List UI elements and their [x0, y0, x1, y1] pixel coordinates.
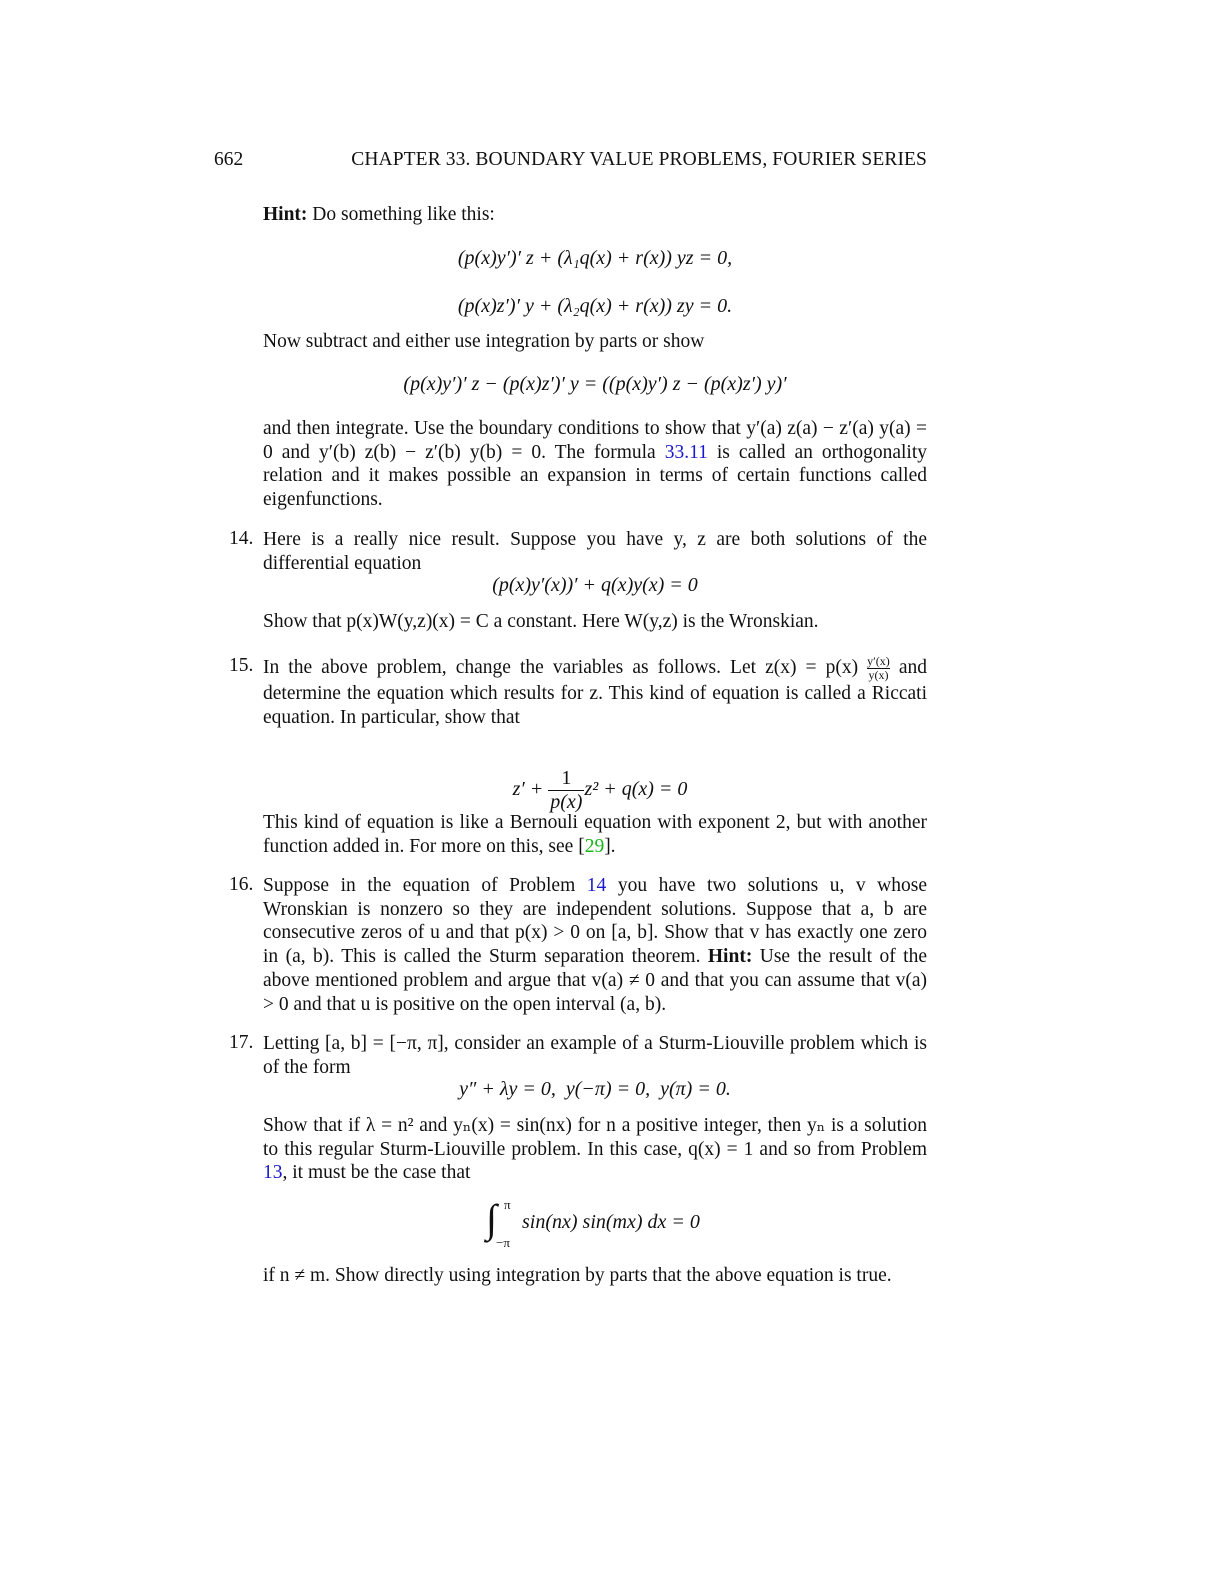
orthogonality-paragraph	[263, 417, 927, 512]
problem-17-text-2b: , it must be the case that	[282, 1162, 471, 1184]
problem-15-text-2a: This kind of equation is like a Bernouli equation with exponent 2, but with another function added in. For more on this, see [	[263, 812, 927, 857]
problem-15-text	[263, 655, 927, 729]
problem-13-ref-link[interactable]: 13	[263, 1162, 283, 1184]
problem-16-text-c: Use the result of the above mentioned problem and argue that v(a) ≠ 0 and that you can assume that v(a) > 0 and that u is positive on the open interval (a, b).	[263, 946, 928, 1015]
riccati-right: z² + q(x) = 0	[584, 778, 688, 801]
problem-14-ref-link[interactable]: 14	[586, 875, 607, 896]
problem-17-text-3: if n ≠ m. Show directly using integration by parts that the above equation is true.	[263, 1265, 892, 1286]
integral-lower-limit: −π	[496, 1235, 510, 1250]
hint-equation-1: (p(x)y′)′ z + (λ₁q(x) + r(x)) yz = 0,	[457, 247, 733, 269]
orthogonality-integral	[486, 1196, 726, 1255]
riccati-equation	[263, 744, 927, 814]
problem-16-text	[263, 874, 927, 1016]
hint-text: Do something like this:	[307, 204, 495, 225]
problem-17-equation: y″ + λy = 0, y(−π) = 0, y(π) = 0.	[459, 1078, 731, 1100]
problem-14-number: 14.	[229, 528, 254, 549]
problem-17-text-2a: Show that if λ = n² and yₙ(x) = sin(nx) for n a positive integer, then yₙ is a solution to this regular Sturm-Liouville problem. In this case, q(x) = 1 and so from Problem	[263, 1115, 927, 1160]
problem-15-text-2b: ].	[604, 835, 616, 857]
problem-16-hint-label: Hint:	[707, 946, 753, 968]
integral-sign: ∫	[486, 1196, 497, 1241]
riccati-fraction	[548, 767, 584, 814]
integral-upper-limit: π	[504, 1197, 511, 1212]
problem-14-text: Here is a really nice result. Suppose you have y, z are both solutions of the differential equation	[263, 529, 927, 574]
orthogonality-text-a: and then integrate. Use the boundary conditions to show that y′(a) z(a) − z′(a) y(a) = 0 and y′(b) z(b) − z′(b) y(b) = 0. The formula	[263, 418, 927, 463]
subtract-text: Now subtract and either use integration by parts or show	[263, 331, 705, 352]
problem-15-text-a: In the above problem, change the variables as follows. Let z(x) = p(x)	[263, 656, 868, 678]
running-head: CHAPTER 33. BOUNDARY VALUE PROBLEMS, FOURIER SERIES	[351, 149, 927, 170]
riccati-left: z′ +	[512, 778, 549, 801]
riccati-fraction-denominator: p(x)	[550, 791, 583, 813]
problem-16-text-a: Suppose in the equation of Problem	[263, 875, 587, 896]
citation-link[interactable]: 29	[584, 835, 605, 857]
hint-intro	[263, 203, 927, 227]
problem-15-fraction-denominator: y(x)	[868, 668, 889, 682]
integrand: sin(nx) sin(mx) dx = 0	[522, 1211, 700, 1233]
problem-16-number: 16.	[229, 874, 254, 895]
problem-17-text: Letting [a, b] = [−π, π], consider an example of a Sturm-Liouville problem which is of the form	[263, 1033, 927, 1078]
problem-15-text-2	[263, 811, 927, 858]
hint-equation-3: (p(x)y′)′ z − (p(x)z′)′ y = ((p(x)y′) z − (p(x)z′) y)′	[403, 373, 787, 395]
riccati-fraction-numerator: 1	[548, 767, 584, 791]
problem-15-number: 15.	[229, 655, 254, 676]
problem-17-text-2	[263, 1114, 927, 1185]
problem-17-number: 17.	[229, 1032, 254, 1053]
problem-16-text-b: you have two solutions u, v whose Wronskian is nonzero so they are independent solutions. Suppose that a, b are consecutive zeros of u and that p(x) > 0 on [a, b]. Show that v has exactly one zero in (a, b). This is called the Sturm separation theorem.	[263, 875, 927, 968]
hint-equation-2: (p(x)z′)′ y + (λ₂q(x) + r(x)) zy = 0.	[457, 295, 733, 317]
problem-15-fraction	[867, 655, 890, 682]
problem-14-equation: (p(x)y′(x))′ + q(x)y(x) = 0	[492, 574, 698, 596]
hint-label: Hint:	[263, 204, 308, 225]
problem-15-text-b: and determine the equation which results for z. This kind of equation is called a Riccati equation. In particular, show that	[263, 656, 927, 728]
formula-ref-link[interactable]: 33.11	[664, 441, 708, 463]
problem-15-fraction-numerator: y′(x)	[867, 654, 890, 668]
problem-14-text-2: Show that p(x)W(y,z)(x) = C a constant. Here W(y,z) is the Wronskian.	[263, 611, 819, 632]
orthogonality-text-b: is called an orthogonality relation and it makes possible an expansion in terms of certain functions called eigenfunctions.	[263, 441, 927, 511]
page-number: 662	[214, 149, 244, 170]
